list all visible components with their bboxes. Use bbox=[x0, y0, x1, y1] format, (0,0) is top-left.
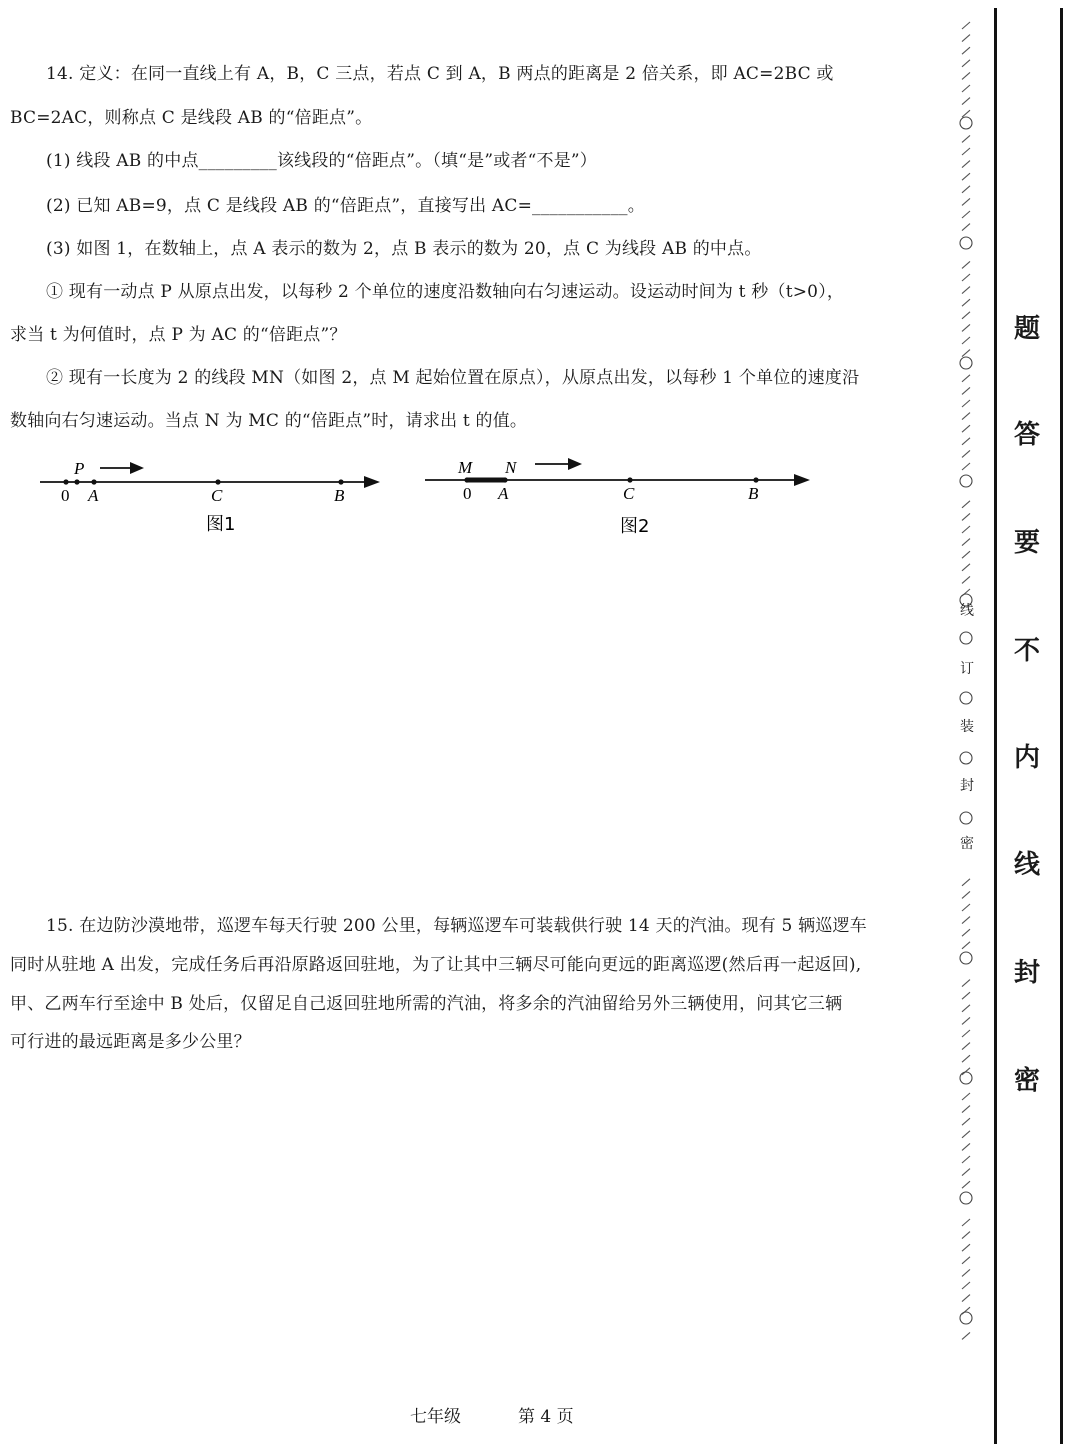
seal-char-xian: 线 bbox=[1014, 850, 1041, 880]
seal-small-ding: 订 bbox=[960, 661, 974, 677]
seal-dash bbox=[962, 450, 970, 457]
q14-line1: 14. 定义：在同一直线上有 A，B，C 三点，若点 C 到 A，B 两点的距离是 2 倍关系，即 AC=2BC 或 bbox=[46, 64, 834, 84]
seal-dash bbox=[962, 513, 970, 520]
seal-dash bbox=[962, 917, 970, 924]
seal-dash bbox=[962, 1043, 970, 1050]
seal-dash bbox=[962, 148, 970, 155]
seal-dash bbox=[962, 1017, 970, 1024]
seal-dash bbox=[962, 1282, 970, 1289]
seal-circle bbox=[960, 752, 972, 764]
seal-dash bbox=[962, 576, 970, 583]
seal-dash bbox=[962, 85, 970, 92]
seal-dash bbox=[962, 904, 970, 911]
q14-part3: (3) 如图 1，在数轴上，点 A 表示的数为 2，点 B 表示的数为 20，点 C 为线段 AB 的中点。 bbox=[46, 239, 762, 259]
margin-line-right bbox=[1060, 8, 1063, 1444]
fig1-label-A: A bbox=[88, 486, 99, 505]
seal-circle bbox=[960, 1192, 972, 1204]
seal-dash bbox=[962, 47, 970, 54]
footer-grade: 七年级 bbox=[410, 1407, 461, 1427]
seal-dash bbox=[962, 22, 970, 29]
seal-dash bbox=[962, 564, 970, 571]
seal-char-nei: 内 bbox=[1014, 743, 1041, 773]
seal-dash bbox=[962, 992, 970, 999]
seal-dash bbox=[962, 161, 970, 168]
seal-dash bbox=[962, 1118, 970, 1125]
seal-small-mi: 密 bbox=[960, 836, 974, 852]
q14-part2: (2) 已知 AB=9，点 C 是线段 AB 的“倍距点”，直接写出 AC=___________。 bbox=[46, 196, 645, 216]
fig2-label-B: B bbox=[748, 484, 759, 503]
seal-circle bbox=[960, 1312, 972, 1324]
seal-dash bbox=[962, 1156, 970, 1163]
fig2-label-N: N bbox=[505, 458, 517, 477]
seal-dash bbox=[962, 135, 970, 142]
q14-sub1-line2: 求当 t 为何值时，点 P 为 AC 的“倍距点”？ bbox=[10, 325, 347, 345]
seal-dash bbox=[962, 274, 970, 281]
seal-dash bbox=[962, 980, 970, 987]
q14-line2: BC=2AC，则称点 C 是线段 AB 的“倍距点”。 bbox=[10, 108, 373, 128]
seal-dash-line bbox=[950, 18, 984, 1348]
seal-dash bbox=[962, 287, 970, 294]
seal-circle bbox=[960, 812, 972, 824]
figure-2-number-line bbox=[415, 448, 825, 548]
seal-dash bbox=[962, 1181, 970, 1188]
seal-dash bbox=[962, 1295, 970, 1302]
seal-dash bbox=[962, 337, 970, 344]
seal-dash bbox=[962, 501, 970, 508]
seal-dash bbox=[962, 35, 970, 42]
seal-char-bu: 不 bbox=[1014, 636, 1041, 666]
seal-char-yao: 要 bbox=[1014, 528, 1041, 558]
seal-char-da: 答 bbox=[1014, 420, 1041, 450]
seal-circle bbox=[960, 952, 972, 964]
seal-dash bbox=[962, 198, 970, 205]
seal-dash bbox=[962, 879, 970, 886]
seal-dash bbox=[962, 891, 970, 898]
seal-dash bbox=[962, 942, 970, 949]
seal-dash bbox=[962, 463, 970, 470]
seal-dash bbox=[962, 211, 970, 218]
seal-dash bbox=[962, 1068, 970, 1075]
q14-part1: (1) 线段 AB 的中点_________该线段的“倍距点”。（填“是”或者“不是”） bbox=[46, 151, 598, 171]
seal-dash bbox=[962, 72, 970, 79]
q14-sub2-line2: 数轴向右匀速运动。当点 N 为 MC 的“倍距点”时，请求出 t 的值。 bbox=[10, 411, 528, 431]
seal-circle bbox=[960, 692, 972, 704]
seal-circle bbox=[960, 475, 972, 487]
seal-dash bbox=[962, 312, 970, 319]
seal-small-feng: 封 bbox=[960, 778, 974, 794]
seal-dash bbox=[962, 299, 970, 306]
fig1-caption: 图1 bbox=[206, 514, 236, 535]
seal-small-xian: 线 bbox=[960, 603, 974, 619]
seal-dash bbox=[962, 551, 970, 558]
seal-dash bbox=[962, 60, 970, 67]
seal-dash bbox=[962, 1257, 970, 1264]
fig2-label-A: A bbox=[498, 484, 509, 503]
seal-dash bbox=[962, 425, 970, 432]
seal-dash bbox=[962, 1055, 970, 1062]
seal-dash bbox=[962, 1106, 970, 1113]
seal-dash bbox=[962, 526, 970, 533]
seal-dash bbox=[962, 224, 970, 231]
seal-dash bbox=[962, 1093, 970, 1100]
seal-dash bbox=[962, 98, 970, 105]
q14-sub2-line1: ② 现有一长度为 2 的线段 MN（如图 2，点 M 起始位置在原点），从原点出发，以每秒 1 个单位的速度沿 bbox=[46, 368, 860, 388]
seal-dash bbox=[962, 1244, 970, 1251]
seal-char-feng: 封 bbox=[1014, 958, 1041, 988]
seal-circle bbox=[960, 357, 972, 369]
fig1-label-C: C bbox=[211, 486, 223, 505]
seal-dash bbox=[962, 413, 970, 420]
seal-dash bbox=[962, 324, 970, 331]
seal-dash bbox=[962, 1169, 970, 1176]
seal-dash bbox=[962, 261, 970, 268]
seal-dash bbox=[962, 1219, 970, 1226]
q15-line3: 甲、乙两车行至途中 B 处后，仅留足自己返回驻地所需的汽油，将多余的汽油留给另外三辆使用，问其它三辆 bbox=[10, 994, 843, 1014]
seal-circle bbox=[960, 632, 972, 644]
seal-dash bbox=[962, 438, 970, 445]
seal-dash bbox=[962, 929, 970, 936]
seal-dash bbox=[962, 1030, 970, 1037]
fig1-label-zero: 0 bbox=[61, 486, 70, 505]
fig1-label-B: B bbox=[334, 486, 345, 505]
seal-dash bbox=[962, 1131, 970, 1138]
q15-line4: 可行进的最远距离是多少公里？ bbox=[10, 1032, 251, 1052]
seal-circle bbox=[960, 1072, 972, 1084]
seal-circle bbox=[960, 117, 972, 129]
seal-dash bbox=[962, 173, 970, 180]
q14-sub1-line1: ① 现有一动点 P 从原点出发，以每秒 2 个单位的速度沿数轴向右匀速运动。设运动时间为 t 秒（t>0）， bbox=[46, 282, 845, 302]
seal-dash bbox=[962, 110, 970, 117]
seal-circle bbox=[960, 237, 972, 249]
seal-dash bbox=[962, 375, 970, 382]
fig2-label-M: M bbox=[458, 458, 473, 477]
q15-line2: 同时从驻地 A 出发，完成任务后再沿原路返回驻地，为了让其中三辆尽可能向更远的距离巡逻(然后再一起返回), bbox=[10, 955, 862, 975]
seal-dash bbox=[962, 1232, 970, 1239]
seal-dash bbox=[962, 1143, 970, 1150]
seal-dash bbox=[962, 400, 970, 407]
q15-line1: 15. 在边防沙漠地带，巡逻车每天行驶 200 公里，每辆巡逻车可装载供行驶 14 天的汽油。现有 5 辆巡逻车 bbox=[46, 916, 867, 936]
margin-line-left bbox=[994, 8, 997, 1444]
seal-dash bbox=[962, 1005, 970, 1012]
seal-small-zhuang: 装 bbox=[960, 719, 974, 735]
footer-page: 第 4 页 bbox=[518, 1407, 574, 1427]
figure-1-number-line bbox=[30, 450, 390, 550]
seal-dash bbox=[962, 1269, 970, 1276]
fig2-caption: 图2 bbox=[620, 516, 650, 537]
fig2-label-C: C bbox=[623, 484, 635, 503]
seal-dash bbox=[962, 387, 970, 394]
fig1-label-P: P bbox=[74, 459, 85, 478]
seal-dash bbox=[962, 1332, 970, 1339]
seal-char-mi: 密 bbox=[1014, 1066, 1041, 1096]
seal-dash bbox=[962, 350, 970, 357]
fig2-label-zero: 0 bbox=[463, 484, 472, 503]
seal-char-ti: 题 bbox=[1014, 314, 1041, 344]
seal-dash bbox=[962, 186, 970, 193]
seal-dash bbox=[962, 539, 970, 546]
